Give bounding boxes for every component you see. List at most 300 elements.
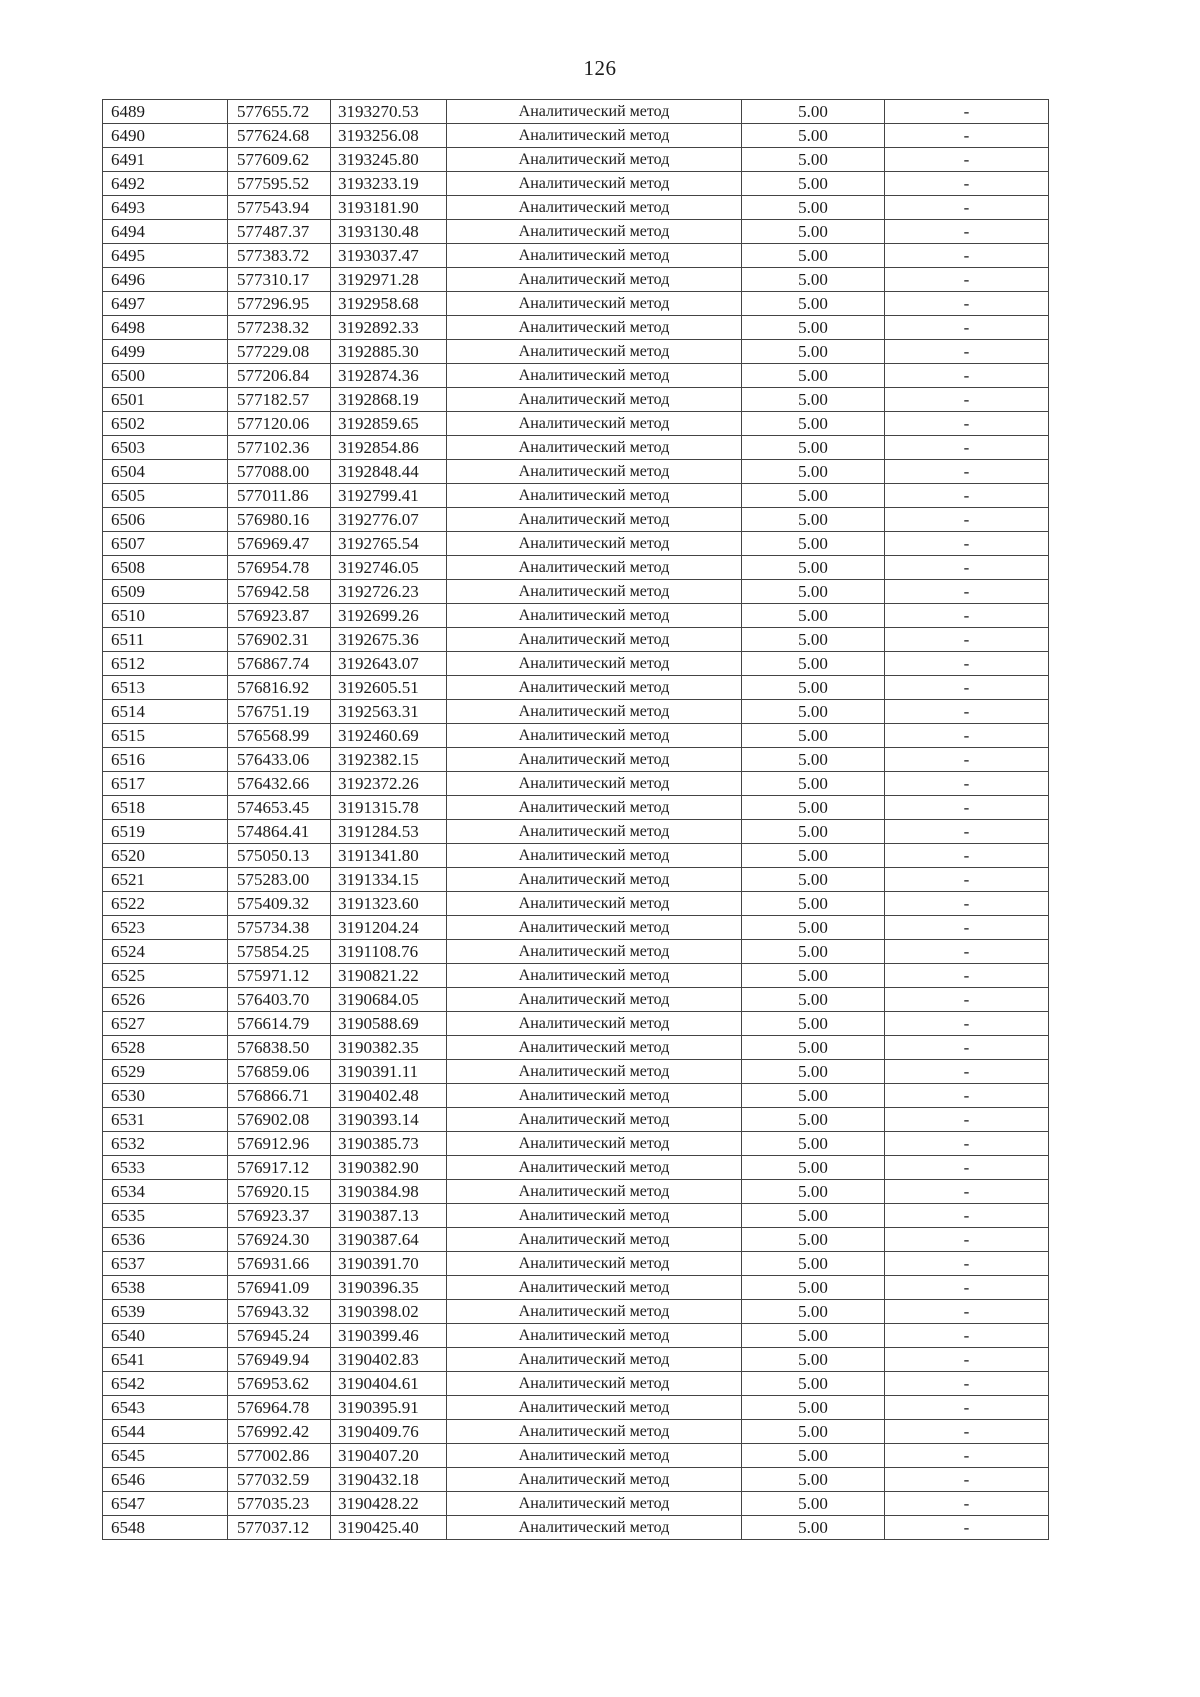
table-row [103,1372,1049,1396]
method-cell: Аналитический метод [447,532,742,556]
note-cell: - [885,1300,1049,1324]
table-row [103,748,1049,772]
y-coordinate-cell: 3190382.90 [331,1156,447,1180]
error-cell: 5.00 [742,1300,885,1324]
x-coordinate-cell: 577624.68 [228,124,331,148]
method-cell: Аналитический метод [447,1012,742,1036]
note-cell: - [885,364,1049,388]
point-number-cell: 6527 [103,1012,228,1036]
error-cell: 5.00 [742,988,885,1012]
point-number-cell: 6502 [103,412,228,436]
table-row [103,220,1049,244]
note-cell: - [885,868,1049,892]
point-number-cell: 6543 [103,1396,228,1420]
y-coordinate-cell: 3190391.11 [331,1060,447,1084]
y-coordinate-cell: 3192726.23 [331,580,447,604]
point-number-cell: 6492 [103,172,228,196]
table-row [103,1180,1049,1204]
point-number-cell: 6507 [103,532,228,556]
method-cell: Аналитический метод [447,940,742,964]
y-coordinate-cell: 3190391.70 [331,1252,447,1276]
x-coordinate-cell: 575409.32 [228,892,331,916]
x-coordinate-cell: 576917.12 [228,1156,331,1180]
method-cell: Аналитический метод [447,1204,742,1228]
error-cell: 5.00 [742,436,885,460]
coordinates-table-body [103,100,1049,1540]
error-cell: 5.00 [742,508,885,532]
note-cell: - [885,1276,1049,1300]
error-cell: 5.00 [742,340,885,364]
x-coordinate-cell: 576920.15 [228,1180,331,1204]
table-row [103,1300,1049,1324]
table-row [103,556,1049,580]
method-cell: Аналитический метод [447,292,742,316]
y-coordinate-cell: 3193233.19 [331,172,447,196]
note-cell: - [885,844,1049,868]
table-row [103,916,1049,940]
x-coordinate-cell: 575734.38 [228,916,331,940]
method-cell: Аналитический метод [447,1036,742,1060]
table-row [103,940,1049,964]
table-row [103,1132,1049,1156]
y-coordinate-cell: 3190428.22 [331,1492,447,1516]
point-number-cell: 6509 [103,580,228,604]
note-cell: - [885,1012,1049,1036]
table-row [103,1420,1049,1444]
note-cell: - [885,988,1049,1012]
method-cell: Аналитический метод [447,124,742,148]
note-cell: - [885,316,1049,340]
x-coordinate-cell: 577296.95 [228,292,331,316]
note-cell: - [885,1132,1049,1156]
table-row [103,1492,1049,1516]
error-cell: 5.00 [742,892,885,916]
table-row [103,196,1049,220]
point-number-cell: 6508 [103,556,228,580]
point-number-cell: 6526 [103,988,228,1012]
point-number-cell: 6515 [103,724,228,748]
x-coordinate-cell: 576902.31 [228,628,331,652]
x-coordinate-cell: 576923.37 [228,1204,331,1228]
error-cell: 5.00 [742,1372,885,1396]
note-cell: - [885,1324,1049,1348]
error-cell: 5.00 [742,652,885,676]
table-row [103,124,1049,148]
point-number-cell: 6518 [103,796,228,820]
note-cell: - [885,1084,1049,1108]
x-coordinate-cell: 577032.59 [228,1468,331,1492]
coordinates-table [102,99,1049,1540]
method-cell: Аналитический метод [447,1396,742,1420]
error-cell: 5.00 [742,148,885,172]
error-cell: 5.00 [742,1060,885,1084]
x-coordinate-cell: 576969.47 [228,532,331,556]
x-coordinate-cell: 577011.86 [228,484,331,508]
y-coordinate-cell: 3190402.83 [331,1348,447,1372]
method-cell: Аналитический метод [447,364,742,388]
method-cell: Аналитический метод [447,1468,742,1492]
x-coordinate-cell: 576751.19 [228,700,331,724]
method-cell: Аналитический метод [447,676,742,700]
y-coordinate-cell: 3191341.80 [331,844,447,868]
y-coordinate-cell: 3192885.30 [331,340,447,364]
point-number-cell: 6496 [103,268,228,292]
note-cell: - [885,1036,1049,1060]
point-number-cell: 6519 [103,820,228,844]
point-number-cell: 6489 [103,100,228,124]
method-cell: Аналитический метод [447,1228,742,1252]
method-cell: Аналитический метод [447,100,742,124]
table-row [103,892,1049,916]
error-cell: 5.00 [742,1492,885,1516]
method-cell: Аналитический метод [447,1132,742,1156]
error-cell: 5.00 [742,796,885,820]
table-row [103,1252,1049,1276]
error-cell: 5.00 [742,940,885,964]
x-coordinate-cell: 577543.94 [228,196,331,220]
method-cell: Аналитический метод [447,460,742,484]
x-coordinate-cell: 576859.06 [228,1060,331,1084]
point-number-cell: 6517 [103,772,228,796]
point-number-cell: 6530 [103,1084,228,1108]
x-coordinate-cell: 577206.84 [228,364,331,388]
method-cell: Аналитический метод [447,1084,742,1108]
point-number-cell: 6523 [103,916,228,940]
page-number: 126 [583,56,617,80]
table-row [103,1468,1049,1492]
table-row [103,724,1049,748]
error-cell: 5.00 [742,1348,885,1372]
y-coordinate-cell: 3192799.41 [331,484,447,508]
point-number-cell: 6537 [103,1252,228,1276]
x-coordinate-cell: 576942.58 [228,580,331,604]
y-coordinate-cell: 3190396.35 [331,1276,447,1300]
y-coordinate-cell: 3190432.18 [331,1468,447,1492]
table-row [103,1204,1049,1228]
error-cell: 5.00 [742,1084,885,1108]
error-cell: 5.00 [742,1132,885,1156]
y-coordinate-cell: 3192699.26 [331,604,447,628]
table-row [103,628,1049,652]
method-cell: Аналитический метод [447,340,742,364]
point-number-cell: 6529 [103,1060,228,1084]
method-cell: Аналитический метод [447,892,742,916]
method-cell: Аналитический метод [447,1324,742,1348]
x-coordinate-cell: 576945.24 [228,1324,331,1348]
method-cell: Аналитический метод [447,724,742,748]
error-cell: 5.00 [742,532,885,556]
x-coordinate-cell: 574653.45 [228,796,331,820]
table-row [103,316,1049,340]
error-cell: 5.00 [742,244,885,268]
y-coordinate-cell: 3191284.53 [331,820,447,844]
error-cell: 5.00 [742,100,885,124]
note-cell: - [885,1492,1049,1516]
y-coordinate-cell: 3190425.40 [331,1516,447,1540]
x-coordinate-cell: 576432.66 [228,772,331,796]
method-cell: Аналитический метод [447,1372,742,1396]
table-row [103,1324,1049,1348]
note-cell: - [885,508,1049,532]
method-cell: Аналитический метод [447,988,742,1012]
x-coordinate-cell: 576954.78 [228,556,331,580]
x-coordinate-cell: 577035.23 [228,1492,331,1516]
error-cell: 5.00 [742,772,885,796]
note-cell: - [885,556,1049,580]
note-cell: - [885,964,1049,988]
error-cell: 5.00 [742,292,885,316]
method-cell: Аналитический метод [447,1252,742,1276]
x-coordinate-cell: 576403.70 [228,988,331,1012]
table-row [103,100,1049,124]
note-cell: - [885,1204,1049,1228]
method-cell: Аналитический метод [447,1156,742,1180]
point-number-cell: 6521 [103,868,228,892]
error-cell: 5.00 [742,1396,885,1420]
note-cell: - [885,124,1049,148]
note-cell: - [885,1060,1049,1084]
note-cell: - [885,1444,1049,1468]
y-coordinate-cell: 3190402.48 [331,1084,447,1108]
x-coordinate-cell: 576614.79 [228,1012,331,1036]
y-coordinate-cell: 3190387.64 [331,1228,447,1252]
point-number-cell: 6498 [103,316,228,340]
method-cell: Аналитический метод [447,1348,742,1372]
method-cell: Аналитический метод [447,1276,742,1300]
y-coordinate-cell: 3192868.19 [331,388,447,412]
y-coordinate-cell: 3193270.53 [331,100,447,124]
point-number-cell: 6501 [103,388,228,412]
y-coordinate-cell: 3192971.28 [331,268,447,292]
point-number-cell: 6532 [103,1132,228,1156]
x-coordinate-cell: 576992.42 [228,1420,331,1444]
note-cell: - [885,820,1049,844]
y-coordinate-cell: 3190393.14 [331,1108,447,1132]
x-coordinate-cell: 577655.72 [228,100,331,124]
y-coordinate-cell: 3192675.36 [331,628,447,652]
x-coordinate-cell: 577088.00 [228,460,331,484]
table-row [103,460,1049,484]
error-cell: 5.00 [742,748,885,772]
error-cell: 5.00 [742,124,885,148]
point-number-cell: 6499 [103,340,228,364]
error-cell: 5.00 [742,172,885,196]
method-cell: Аналитический метод [447,1060,742,1084]
x-coordinate-cell: 577609.62 [228,148,331,172]
method-cell: Аналитический метод [447,556,742,580]
y-coordinate-cell: 3192563.31 [331,700,447,724]
table-row [103,1036,1049,1060]
point-number-cell: 6495 [103,244,228,268]
error-cell: 5.00 [742,1444,885,1468]
point-number-cell: 6524 [103,940,228,964]
y-coordinate-cell: 3193181.90 [331,196,447,220]
note-cell: - [885,148,1049,172]
method-cell: Аналитический метод [447,916,742,940]
method-cell: Аналитический метод [447,268,742,292]
error-cell: 5.00 [742,1516,885,1540]
y-coordinate-cell: 3192643.07 [331,652,447,676]
note-cell: - [885,916,1049,940]
method-cell: Аналитический метод [447,628,742,652]
note-cell: - [885,412,1049,436]
y-coordinate-cell: 3193245.80 [331,148,447,172]
note-cell: - [885,1468,1049,1492]
y-coordinate-cell: 3192605.51 [331,676,447,700]
note-cell: - [885,604,1049,628]
y-coordinate-cell: 3190384.98 [331,1180,447,1204]
error-cell: 5.00 [742,916,885,940]
method-cell: Аналитический метод [447,436,742,460]
y-coordinate-cell: 3193037.47 [331,244,447,268]
x-coordinate-cell: 576964.78 [228,1396,331,1420]
point-number-cell: 6540 [103,1324,228,1348]
error-cell: 5.00 [742,1228,885,1252]
point-number-cell: 6506 [103,508,228,532]
error-cell: 5.00 [742,364,885,388]
error-cell: 5.00 [742,1420,885,1444]
method-cell: Аналитический метод [447,1444,742,1468]
x-coordinate-cell: 576953.62 [228,1372,331,1396]
y-coordinate-cell: 3192854.86 [331,436,447,460]
x-coordinate-cell: 576980.16 [228,508,331,532]
method-cell: Аналитический метод [447,1180,742,1204]
point-number-cell: 6534 [103,1180,228,1204]
method-cell: Аналитический метод [447,700,742,724]
point-number-cell: 6528 [103,1036,228,1060]
table-row [103,604,1049,628]
method-cell: Аналитический метод [447,844,742,868]
point-number-cell: 6504 [103,460,228,484]
error-cell: 5.00 [742,1180,885,1204]
method-cell: Аналитический метод [447,796,742,820]
point-number-cell: 6536 [103,1228,228,1252]
table-row [103,148,1049,172]
method-cell: Аналитический метод [447,1516,742,1540]
x-coordinate-cell: 576568.99 [228,724,331,748]
x-coordinate-cell: 575854.25 [228,940,331,964]
method-cell: Аналитический метод [447,316,742,340]
y-coordinate-cell: 3193256.08 [331,124,447,148]
error-cell: 5.00 [742,412,885,436]
table-row [103,580,1049,604]
point-number-cell: 6544 [103,1420,228,1444]
error-cell: 5.00 [742,1324,885,1348]
y-coordinate-cell: 3190385.73 [331,1132,447,1156]
note-cell: - [885,1396,1049,1420]
method-cell: Аналитический метод [447,244,742,268]
table-row [103,820,1049,844]
note-cell: - [885,172,1049,196]
method-cell: Аналитический метод [447,964,742,988]
x-coordinate-cell: 576931.66 [228,1252,331,1276]
table-row [103,676,1049,700]
error-cell: 5.00 [742,388,885,412]
point-number-cell: 6497 [103,292,228,316]
note-cell: - [885,748,1049,772]
table-row [103,436,1049,460]
y-coordinate-cell: 3192776.07 [331,508,447,532]
x-coordinate-cell: 577383.72 [228,244,331,268]
method-cell: Аналитический метод [447,868,742,892]
note-cell: - [885,196,1049,220]
y-coordinate-cell: 3192765.54 [331,532,447,556]
x-coordinate-cell: 577102.36 [228,436,331,460]
y-coordinate-cell: 3190588.69 [331,1012,447,1036]
y-coordinate-cell: 3190395.91 [331,1396,447,1420]
table-row [103,796,1049,820]
note-cell: - [885,1180,1049,1204]
x-coordinate-cell: 577310.17 [228,268,331,292]
y-coordinate-cell: 3192382.15 [331,748,447,772]
error-cell: 5.00 [742,820,885,844]
method-cell: Аналитический метод [447,772,742,796]
table-row [103,964,1049,988]
error-cell: 5.00 [742,484,885,508]
point-number-cell: 6500 [103,364,228,388]
error-cell: 5.00 [742,604,885,628]
y-coordinate-cell: 3192460.69 [331,724,447,748]
note-cell: - [885,388,1049,412]
error-cell: 5.00 [742,220,885,244]
error-cell: 5.00 [742,628,885,652]
table-row [103,484,1049,508]
note-cell: - [885,1228,1049,1252]
y-coordinate-cell: 3190684.05 [331,988,447,1012]
point-number-cell: 6522 [103,892,228,916]
point-number-cell: 6516 [103,748,228,772]
note-cell: - [885,580,1049,604]
x-coordinate-cell: 576912.96 [228,1132,331,1156]
note-cell: - [885,796,1049,820]
x-coordinate-cell: 577182.57 [228,388,331,412]
note-cell: - [885,244,1049,268]
method-cell: Аналитический метод [447,1108,742,1132]
point-number-cell: 6525 [103,964,228,988]
point-number-cell: 6535 [103,1204,228,1228]
method-cell: Аналитический метод [447,1300,742,1324]
error-cell: 5.00 [742,676,885,700]
point-number-cell: 6513 [103,676,228,700]
point-number-cell: 6531 [103,1108,228,1132]
method-cell: Аналитический метод [447,220,742,244]
x-coordinate-cell: 577595.52 [228,172,331,196]
point-number-cell: 6491 [103,148,228,172]
x-coordinate-cell: 576816.92 [228,676,331,700]
point-number-cell: 6493 [103,196,228,220]
x-coordinate-cell: 576924.30 [228,1228,331,1252]
table-row [103,508,1049,532]
point-number-cell: 6510 [103,604,228,628]
y-coordinate-cell: 3191334.15 [331,868,447,892]
y-coordinate-cell: 3192848.44 [331,460,447,484]
table-row [103,388,1049,412]
method-cell: Аналитический метод [447,196,742,220]
table-row [103,532,1049,556]
y-coordinate-cell: 3190404.61 [331,1372,447,1396]
method-cell: Аналитический метод [447,388,742,412]
error-cell: 5.00 [742,580,885,604]
note-cell: - [885,436,1049,460]
y-coordinate-cell: 3192958.68 [331,292,447,316]
note-cell: - [885,340,1049,364]
error-cell: 5.00 [742,724,885,748]
x-coordinate-cell: 577487.37 [228,220,331,244]
method-cell: Аналитический метод [447,748,742,772]
y-coordinate-cell: 3190821.22 [331,964,447,988]
note-cell: - [885,484,1049,508]
table-row [103,1084,1049,1108]
